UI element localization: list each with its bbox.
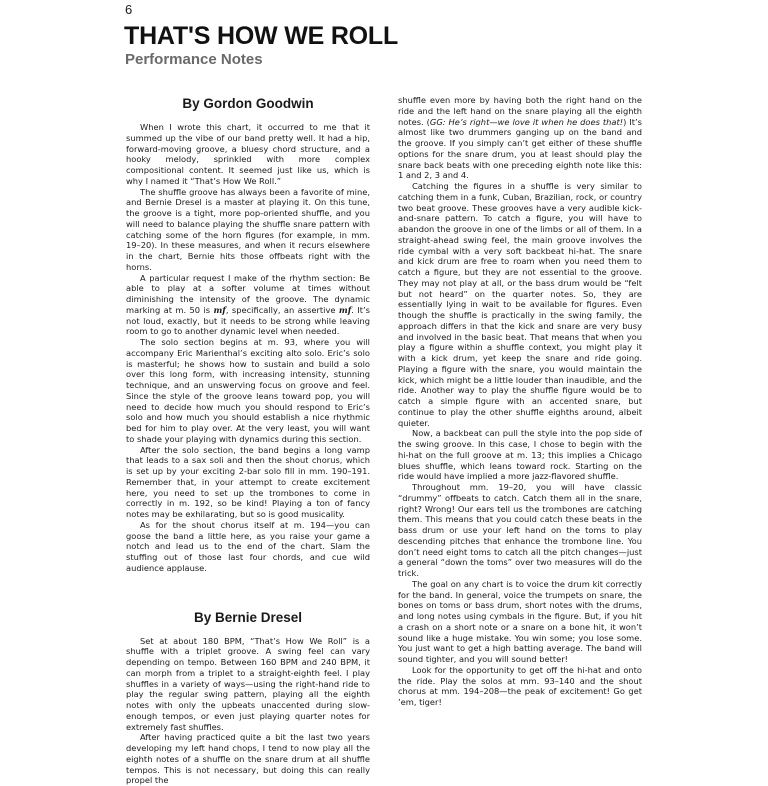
dresel-paragraph-2-continued (398, 95, 642, 181)
goodwin-paragraph-1: When I wrote this chart, it occurred to me that it summed up the vibe of our band pretty well. It had a hip, forward-moving groove, a bluesy chord structure, and a hooky melody, sprinkled with more complex compositional content. It seemed just like us, which is why I named it “That’s How We Roll.” (126, 122, 370, 186)
right-column (398, 95, 642, 708)
goodwin-paragraph-6: As for the shout chorus itself at m. 194—you can goose the band a little here, as you raise your game a notch and lead us to the end of the chart. Slam the stuffing out of those last four chords, and cue wild audience applause. (126, 519, 370, 573)
goodwin-p3-part-c: . It’s not loud, exactly, but it needs to be strong while leaving room to go to another dynamic level when needed. (126, 304, 370, 337)
goodwin-p3-part-a: A particular request I make of the rhythm section: Be able to play at a softer volume at times without diminishing the intensity of the groove. The dynamic marking at m. 50 is (126, 272, 370, 315)
dresel-p2-cont-end: ) It’s almost like two drummers ganging up on the band and the groove. If you simply can’t get either of these shuffle options for the snare drum, you at least should play the snare back beats with one preceding eighth note like this: 1 and 2, 3 and 4. (398, 116, 642, 181)
dresel-paragraph-6: The goal on any chart is to voice the drum kit correctly for the band. In general, voice the trumpets on snare, the bones on toms or bass drum, short notes with the drums, and long notes using cymbals in the figure. But, if you hit a crash on a short note or a snare on a bone hit, it won’t sound like a huge mistake. You win some; you lose some. You just want to get a high batting average. The band will sound tighter, and you will sound better! (398, 578, 642, 664)
goodwin-paragraph-5: After the solo section, the band begins a long vamp that leads to a sax soli and then the shout chorus, which is set up by your exciting 2-bar solo fill in mm. 190–191. Remember that, in your attempt to create excitement here, you need to set up the trombones to come in correctly in m. 192, so be kind! Playing a ton of fancy notes may be exhilarating, but so is good musicality. (126, 444, 370, 519)
dynamic-mf-marking-2: mf (338, 304, 352, 315)
byline-goodwin: By Gordon Goodwin (182, 96, 314, 111)
left-column (126, 96, 370, 786)
page-number: 6 (125, 2, 133, 17)
byline-dresel: By Bernie Dresel (193, 609, 303, 625)
dresel-paragraph-3: Catching the figures in a shuffle is very similar to catching them in a funk, Cuban, Brazilian, rock, or country two beat groove. These grooves have a very audible kick-and-snare pattern. To catch a figure, you will have to abandon the groove in one of the limbs or all of them. In a straight-ahead swing feel, the main groove involves the ride cymbal with a very soft backbeat hi-hat. The snare and kick drum are free to roam when you need them to catch a figure, but they are not essential to the groove. They may not play at all, or the bass drum would be “felt but not heard” on the quarter notes. So, they are essentially lying in wait to be available for figures. Even though the shuffle is practically in the swing family, the approach differs in that the kick and snare are very busy and involved in the basic beat. That means that when you play a figure within a shuffle context, you might play it with a kick drum, yet keep the snare and ride going. Playing a figure with the snare, you would maintain the kick, which might be a little louder than inaudible, and the ride. Another way to play the shuffle figure would be to catch a simple figure with an accented snare, but continue to play the other shuffle eighths around, albeit quieter. (398, 181, 642, 428)
page-title: THAT'S HOW WE ROLL (124, 22, 399, 50)
goodwin-paragraph-3 (126, 273, 370, 338)
dresel-paragraph-1: Set at about 180 BPM, “That’s How We Roll” is a shuffle with a triplet groove. A swing feel can vary depending on tempo. Between 160 BPM and 240 BPM, it can morph from a triplet to a straight-eighth feel. I play shuffles in a variety of ways—using the right-hand ride to play the regular swing pattern, playing all the eighth notes with only the upbeats unaccented during slow-enough tempos, or even just playing quarter notes for extremely fast shuffles. (126, 635, 370, 732)
editor-note: GG: He’s right—we love it when he does that! (429, 116, 624, 127)
dynamic-mf-marking: mf (213, 304, 226, 315)
goodwin-paragraph-2: The shuffle groove has always been a favorite of mine, and Bernie Dresel is a master at playing it. On this tune, the groove is a tight, more pop-oriented shuffle, and you will need to balance playing the shuffle snare pattern with catching some of the horn figures (for example, in mm. 19–20). In these measures, and when it recurs elsewhere in the chart, Bernie hits those offbeats right with the horns. (126, 186, 370, 272)
dresel-paragraph-2-start: After having practiced quite a bit the last two years developing my left hand chops, I tend to now play all the eighth notes of a shuffle on the snare drum at all shuffle tempos. This is not necessary, but doing this can really propel the (126, 732, 370, 786)
page-subtitle: Performance Notes (125, 51, 263, 68)
goodwin-paragraph-4: The solo section begins at m. 93, where you will accompany Eric Marienthal’s exciting alto solo. Eric’s solo is masterful; he shows how to sustain and build a solo over this long form, with increasing intensity, stunning technique, and an unswerving focus on groove and feel. Since the style of the groove leans toward pop, you will need to decide how much you should respond to Eric’s solo and how much you should establish a nice rhythmic bed for him to play over. At the very least, you will want to shade your playing with dynamics during this section. (126, 337, 370, 444)
dresel-p2-cont-start: shuffle even more by having both the right hand on the ride and the left hand on the snare playing all the eighth notes. ( (398, 95, 642, 127)
goodwin-p3-part-b: , specifically, an assertive (225, 304, 339, 315)
dresel-paragraph-4: Now, a backbeat can pull the style into the pop side of the swing groove. In this case, I chose to begin with the hi-hat on the full groove at m. 13; this implies a Chicago blues shuffle, which leans toward rock. Starting on the ride would have implied a more jazz-flavored shuffle. (398, 428, 642, 482)
dresel-paragraph-7: Look for the opportunity to get off the hi-hat and onto the ride. Play the solos at mm. 93–140 and the shout chorus at mm. 194–208—the peak of excitement! Go get ’em, tiger! (398, 664, 642, 707)
dresel-paragraph-5: Throughout mm. 19–20, you will have classic “drummy” offbeats to catch. Catch them all in the snare, right? Wrong! Our ears tell us the trombones are catching them. This means that you could catch these beats in the bass drum or use your left hand on the toms to play descending pitches that enhance the trombone line. You don’t need eight toms to catch all the pitch changes—just a general “down the toms” over two measures will do the trick. (398, 482, 642, 578)
